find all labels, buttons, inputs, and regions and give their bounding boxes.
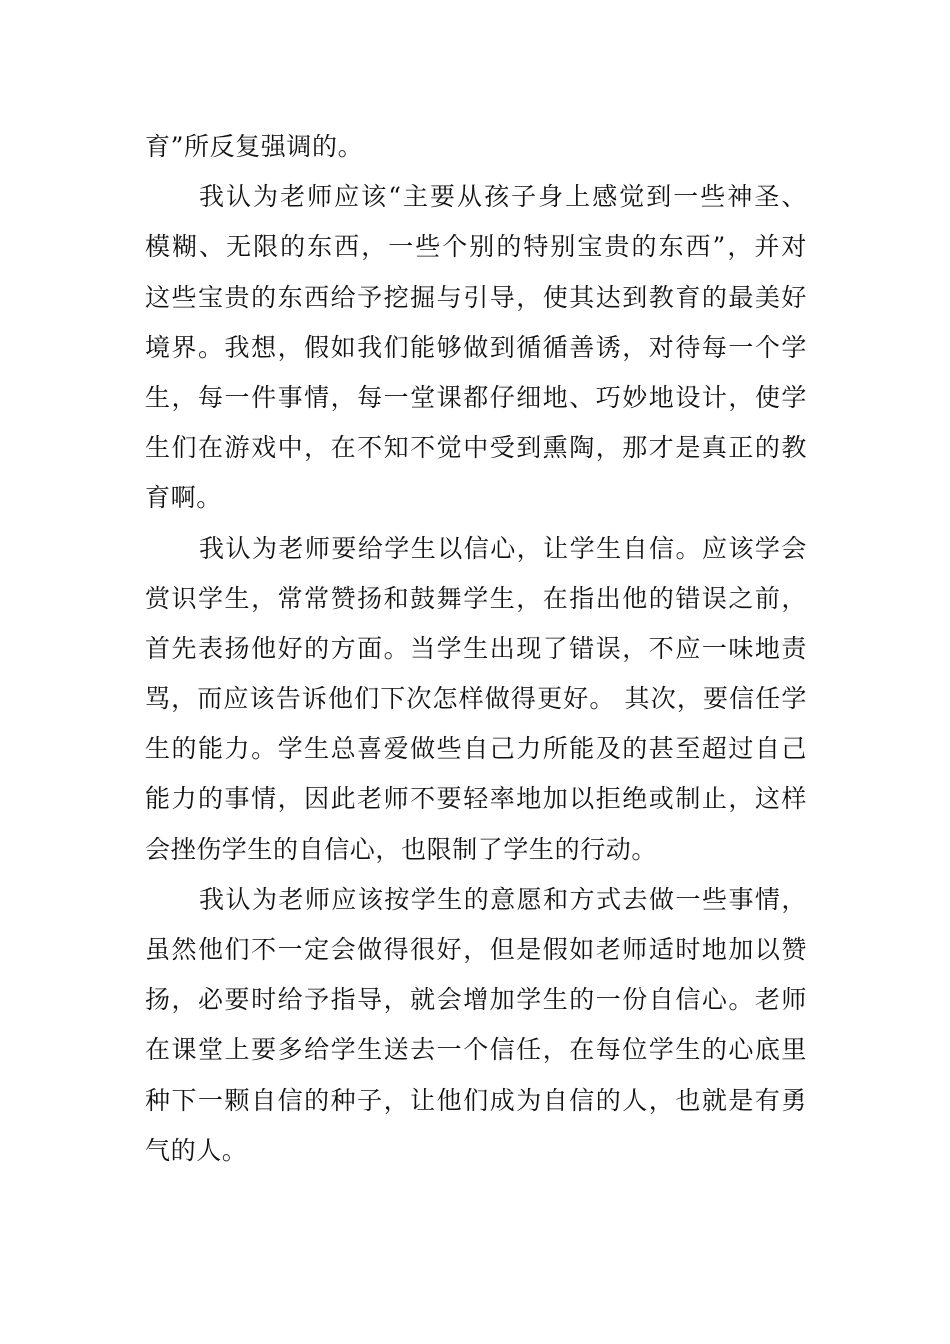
text-line: 骂，而应该告诉他们下次怎样做得更好。 其次，要信任学	[145, 684, 807, 714]
text-line: 生们在游戏中，在不知不觉中受到熏陶，那才是真正的教	[145, 433, 807, 463]
text-line: 我认为老师要给学生以信心，让学生自信。应该学会	[199, 533, 807, 563]
text-line: 境界。我想，假如我们能够做到循循善诱，对待每一个学	[145, 332, 807, 362]
text-line: 生的能力。学生总喜爱做些自己力所能及的甚至超过自己	[145, 734, 807, 764]
text-line: 我认为老师应该“主要从孩子身上感觉到一些神圣、	[199, 182, 807, 212]
text-line: 首先表扬他好的方面。当学生出现了错误，不应一味地责	[145, 633, 807, 663]
text-line: 会挫伤学生的自信心，也限制了学生的行动。	[145, 834, 658, 864]
text-line: 扬，必要时给予指导，就会增加学生的一份自信心。老师	[145, 985, 807, 1015]
text-line: 我认为老师应该按学生的意愿和方式去做一些事情，	[199, 884, 807, 914]
text-line: 能力的事情，因此老师不要轻率地加以拒绝或制止，这样	[145, 784, 807, 814]
body-text	[145, 122, 807, 1176]
text-line: 生，每一件事情，每一堂课都仔细地、巧妙地设计，使学	[145, 382, 807, 412]
text-line: 这些宝贵的东西给予挖掘与引导，使其达到教育的最美好	[145, 282, 807, 312]
text-line: 育”所反复强调的。	[145, 132, 364, 161]
text-line: 虽然他们不一定会做得很好，但是假如老师适时地加以赞	[145, 935, 807, 964]
text-line: 赏识学生，常常赞扬和鼓舞学生，在指出他的错误之前，	[145, 583, 807, 613]
text-line: 育啊。	[145, 483, 222, 513]
text-line: 气的人。	[145, 1135, 248, 1165]
text-line: 模糊、无限的东西，一些个别的特别宝贵的东西”，并对	[145, 232, 807, 262]
text-line: 种下一颗自信的种子，让他们成为自信的人，也就是有勇	[145, 1085, 807, 1115]
text-line: 在课堂上要多给学生送去一个信任，在每位学生的心底里	[145, 1035, 807, 1065]
